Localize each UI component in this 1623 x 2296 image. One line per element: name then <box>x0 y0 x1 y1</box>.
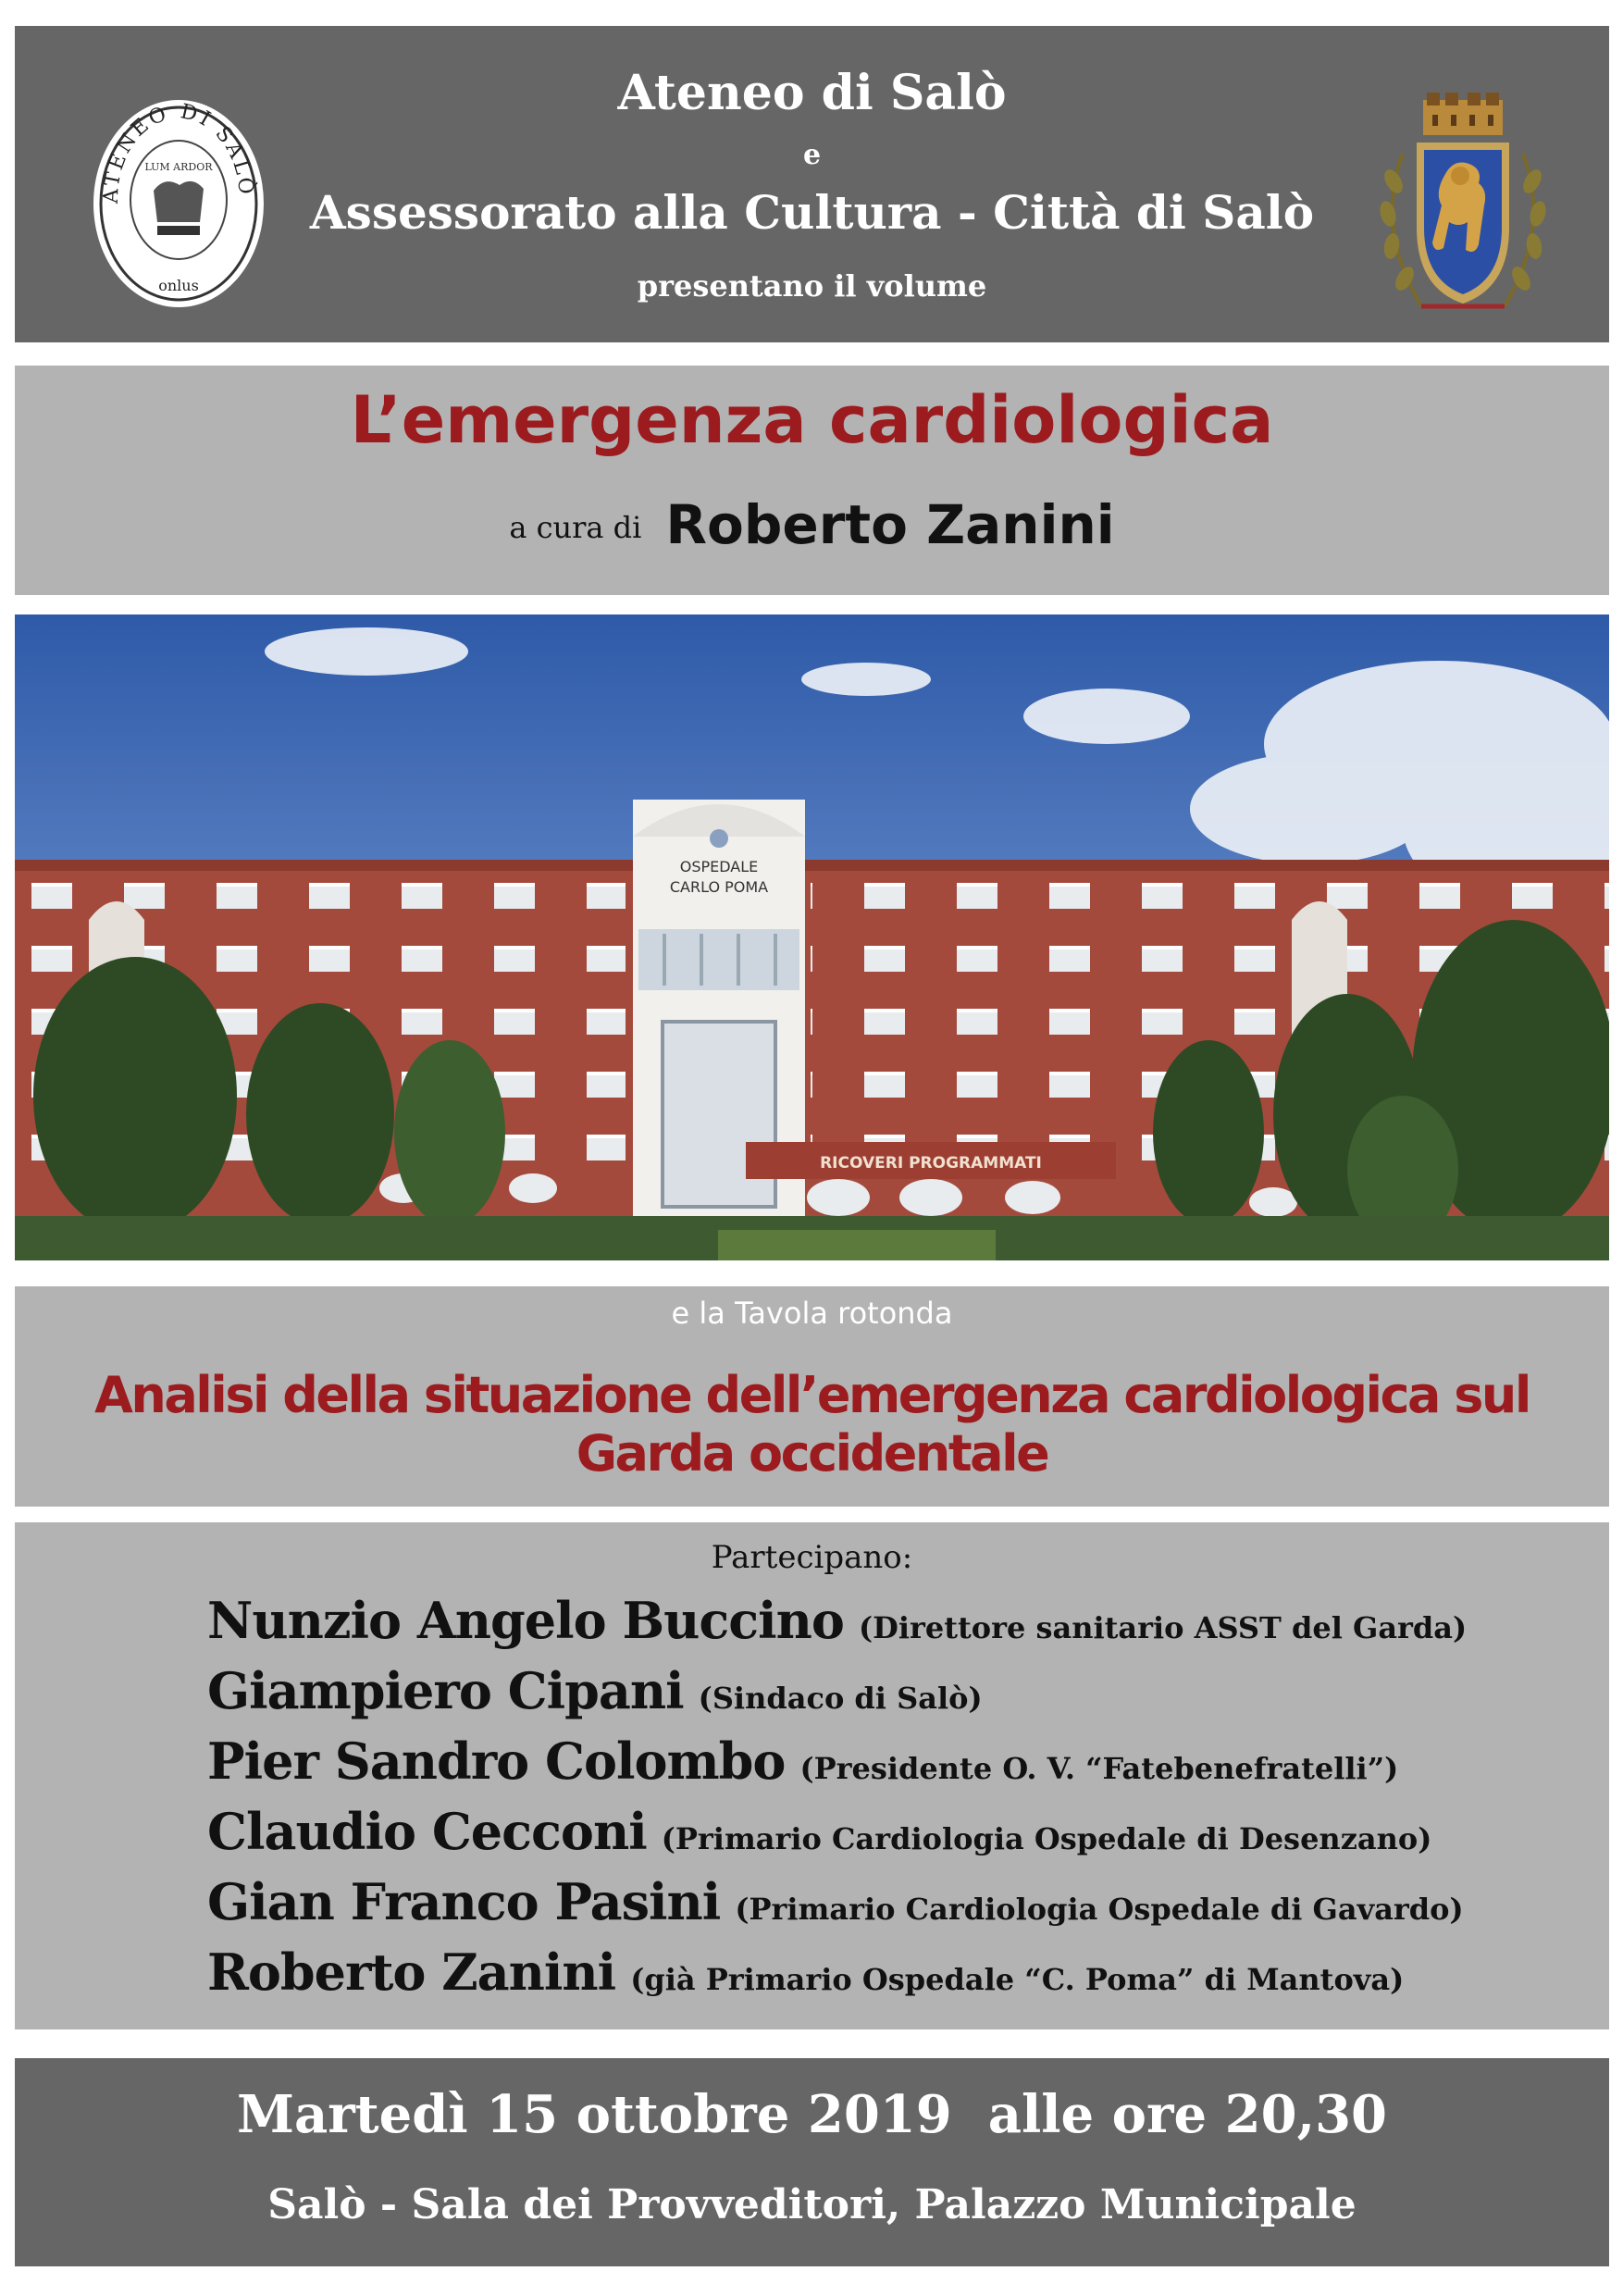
participants-band <box>15 1522 1609 2029</box>
participant-name: Gian Franco Pasini <box>207 1872 721 1931</box>
book-editor <box>15 493 1609 556</box>
event-datetime: Martedì 15 ottobre 2019 alle ore 20,30 <box>237 2084 1387 2145</box>
participant-item <box>207 1591 1467 1661</box>
participant-role: (Direttore sanitario ASST del Garda) <box>858 1610 1468 1645</box>
participant-item <box>207 1942 1467 2013</box>
participant-name: Claudio Cecconi <box>207 1802 647 1861</box>
participant-item <box>207 1802 1467 1872</box>
event-band <box>15 2058 1609 2266</box>
round-table-intro: e la Tavola rotonda <box>671 1296 953 1331</box>
book-title-band <box>15 366 1609 595</box>
hospital-building-image <box>15 614 1609 1260</box>
participant-item <box>207 1661 1467 1731</box>
participant-role: (Primario Cardiologia Ospedale di Desenzano) <box>661 1821 1432 1856</box>
seal-subtitle: onlus <box>158 277 199 294</box>
participants-list <box>207 1591 1467 2013</box>
event-venue: Salò - Sala dei Provveditori, Palazzo Municipale <box>267 2181 1357 2228</box>
hospital-sign-top: OSPEDALE <box>679 858 759 875</box>
editor-name: Roberto Zanini <box>665 493 1115 556</box>
participant-role: (già Primario Ospedale “C. Poma” di Mantova) <box>630 1962 1405 1997</box>
hospital-sign-bottom: CARLO POMA <box>669 878 769 896</box>
participant-role: (Presidente O. V. “Fatebenefratelli”) <box>799 1751 1399 1786</box>
editor-label: a cura di <box>509 510 642 545</box>
organizer-assessorato: Assessorato alla Cultura - Città di Salò <box>309 185 1315 240</box>
round-table-topic: Analisi della situazione dell’emergenza cardiologica sul Garda occidentale <box>94 1366 1530 1483</box>
presents-text: presentano il volume <box>637 268 987 304</box>
header-band <box>15 26 1609 342</box>
participant-name: Pier Sandro Colombo <box>207 1731 786 1791</box>
salo-coat-of-arms-icon <box>1366 89 1560 329</box>
participant-role: (Sindaco di Salò) <box>698 1681 983 1716</box>
round-table-band <box>15 1286 1609 1507</box>
participants-heading: Partecipano: <box>711 1539 913 1576</box>
book-title: L’emergenza cardiologica <box>350 382 1274 458</box>
participant-item <box>207 1872 1467 1942</box>
ground-floor-sign: RICOVERI PROGRAMMATI <box>820 1154 1042 1173</box>
seal-text: ATENEO DI SALÒ <box>99 100 258 205</box>
participant-role: (Primario Cardiologia Ospedale di Gavardo) <box>735 1892 1464 1927</box>
participant-name: Roberto Zanini <box>207 1942 616 2002</box>
participant-name: Nunzio Angelo Buccino <box>207 1591 844 1650</box>
seal-motto: LUM ARDOR <box>144 161 213 173</box>
hospital-photo <box>15 614 1609 1260</box>
conjunction-text: e <box>802 139 822 171</box>
participant-name: Giampiero Cipani <box>207 1661 684 1720</box>
organizer-ateneo: Ateneo di Salò <box>617 65 1007 121</box>
participant-item <box>207 1731 1467 1802</box>
